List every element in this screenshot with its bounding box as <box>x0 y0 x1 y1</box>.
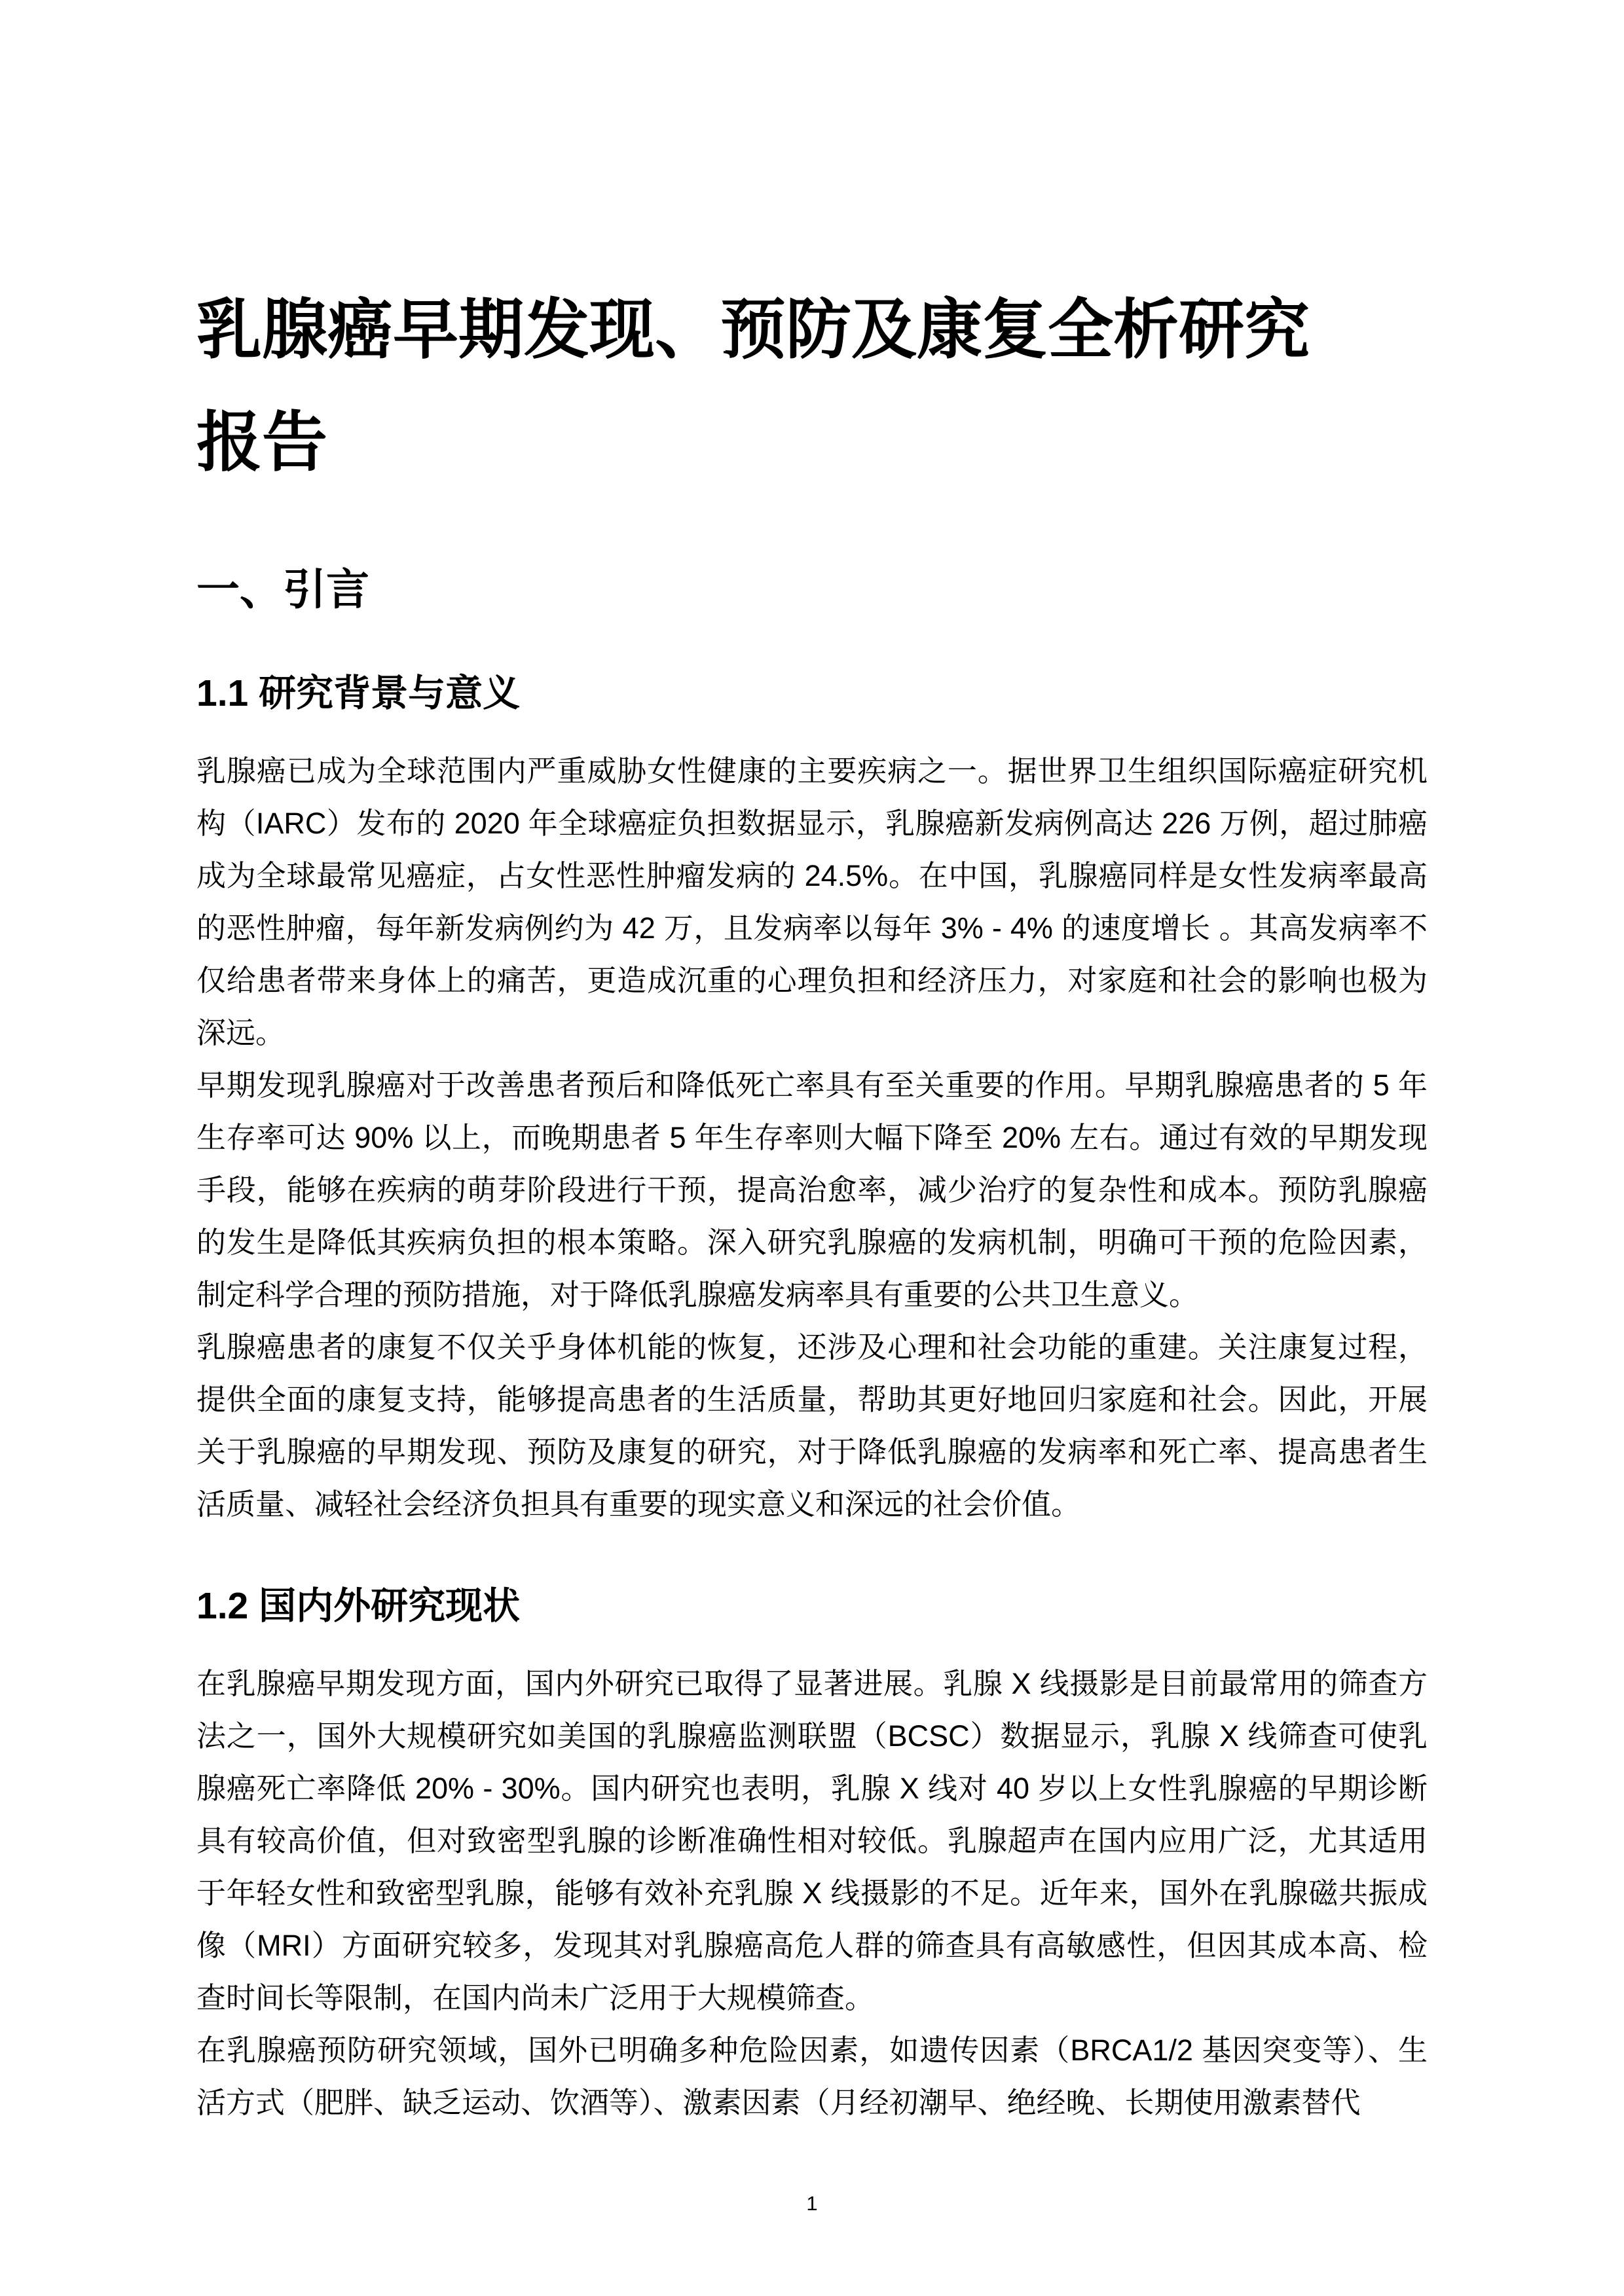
paragraph-3: 乳腺癌患者的康复不仅关乎身体机能的恢复，还涉及心理和社会功能的重建。关注康复过程，提供全面的康复支持，能够提高患者的生活质量，帮助其更好地回归家庭和社会。因此，开展关于乳腺癌的早期发现、预防及康复的研究，对于降低乳腺癌的发病率和死亡率、提高患者生活质量、减轻社会经济负担具有重要的现实意义和深远的社会价值。 <box>196 1330 1428 1521</box>
chapter-heading-introduction: 一、引言 <box>196 565 369 613</box>
document-title: 乳腺癌早期发现、预防及康复全析研究报告 <box>196 293 1310 479</box>
paragraph-2: 早期发现乳腺癌对于改善患者预后和降低死亡率具有至关重要的作用。早期乳腺癌患者的 5 年生存率可达 90% 以上，而晚期患者 5 年生存率则大幅下降至 20% 左右。通过有效的早期发现手段，能够在疾病的萌芽阶段进行干预，提高治愈率，减少治疗的复杂性和成本。预防乳腺癌的发生是降低其疾病负担的根本策略。深入研究乳腺癌的发病机制，明确可干预的危险因素，制定科学合理的预防措施，对于降低乳腺癌发病率具有重要的公共卫生意义。 <box>196 1068 1428 1311</box>
section-heading-1-1: 1.1 研究背景与意义 <box>196 672 521 714</box>
paragraph-4: 在乳腺癌早期发现方面，国内外研究已取得了显著进展。乳腺 X 线摄影是目前最常用的筛查方法之一，国外大规模研究如美国的乳腺癌监测联盟（BCSC）数据显示，乳腺 X 线筛查可使乳腺癌死亡率降低 20% - 30%。国内研究也表明，乳腺 X 线对 40 岁以上女性乳腺癌的早期诊断具有较高价值，但对致密型乳腺的诊断准确性相对较低。乳腺超声在国内应用广泛，尤其适用于年轻女性和致密型乳腺，能够有效补充乳腺 X 线摄影的不足。近年来，国外在乳腺磁共振成像（MRI）方面研究较多，发现其对乳腺癌高危人群的筛查具有高敏感性，但因其成本高、检查时间长等限制，在国内尚未广泛用于大规模筛查。 <box>196 1666 1428 2014</box>
paragraph-1: 乳腺癌已成为全球范围内严重威胁女性健康的主要疾病之一。据世界卫生组织国际癌症研究机构（IARC）发布的 2020 年全球癌症负担数据显示，乳腺癌新发病例高达 226 万例，超过肺癌成为全球最常见癌症，占女性恶性肿瘤发病的 24.5%。在中国，乳腺癌同样是女性发病率最高的恶性肿瘤，每年新发病例约为 42 万，且发病率以每年 3% - 4% 的速度增长 。其高发病率不仅给患者带来身体上的痛苦，更造成沉重的心理负担和经济压力，对家庭和社会的影响也极为深远。 <box>196 754 1428 1049</box>
page-number: 1 <box>806 2192 818 2215</box>
section-heading-1-2: 1.2 国内外研究现状 <box>196 1584 521 1627</box>
paragraph-5: 在乳腺癌预防研究领域，国外已明确多种危险因素，如遗传因素（BRCA1/2 基因突变等）、生活方式（肥胖、缺乏运动、饮酒等）、激素因素（月经初潮早、绝经晚、长期使用激素替代 <box>196 2033 1428 2119</box>
